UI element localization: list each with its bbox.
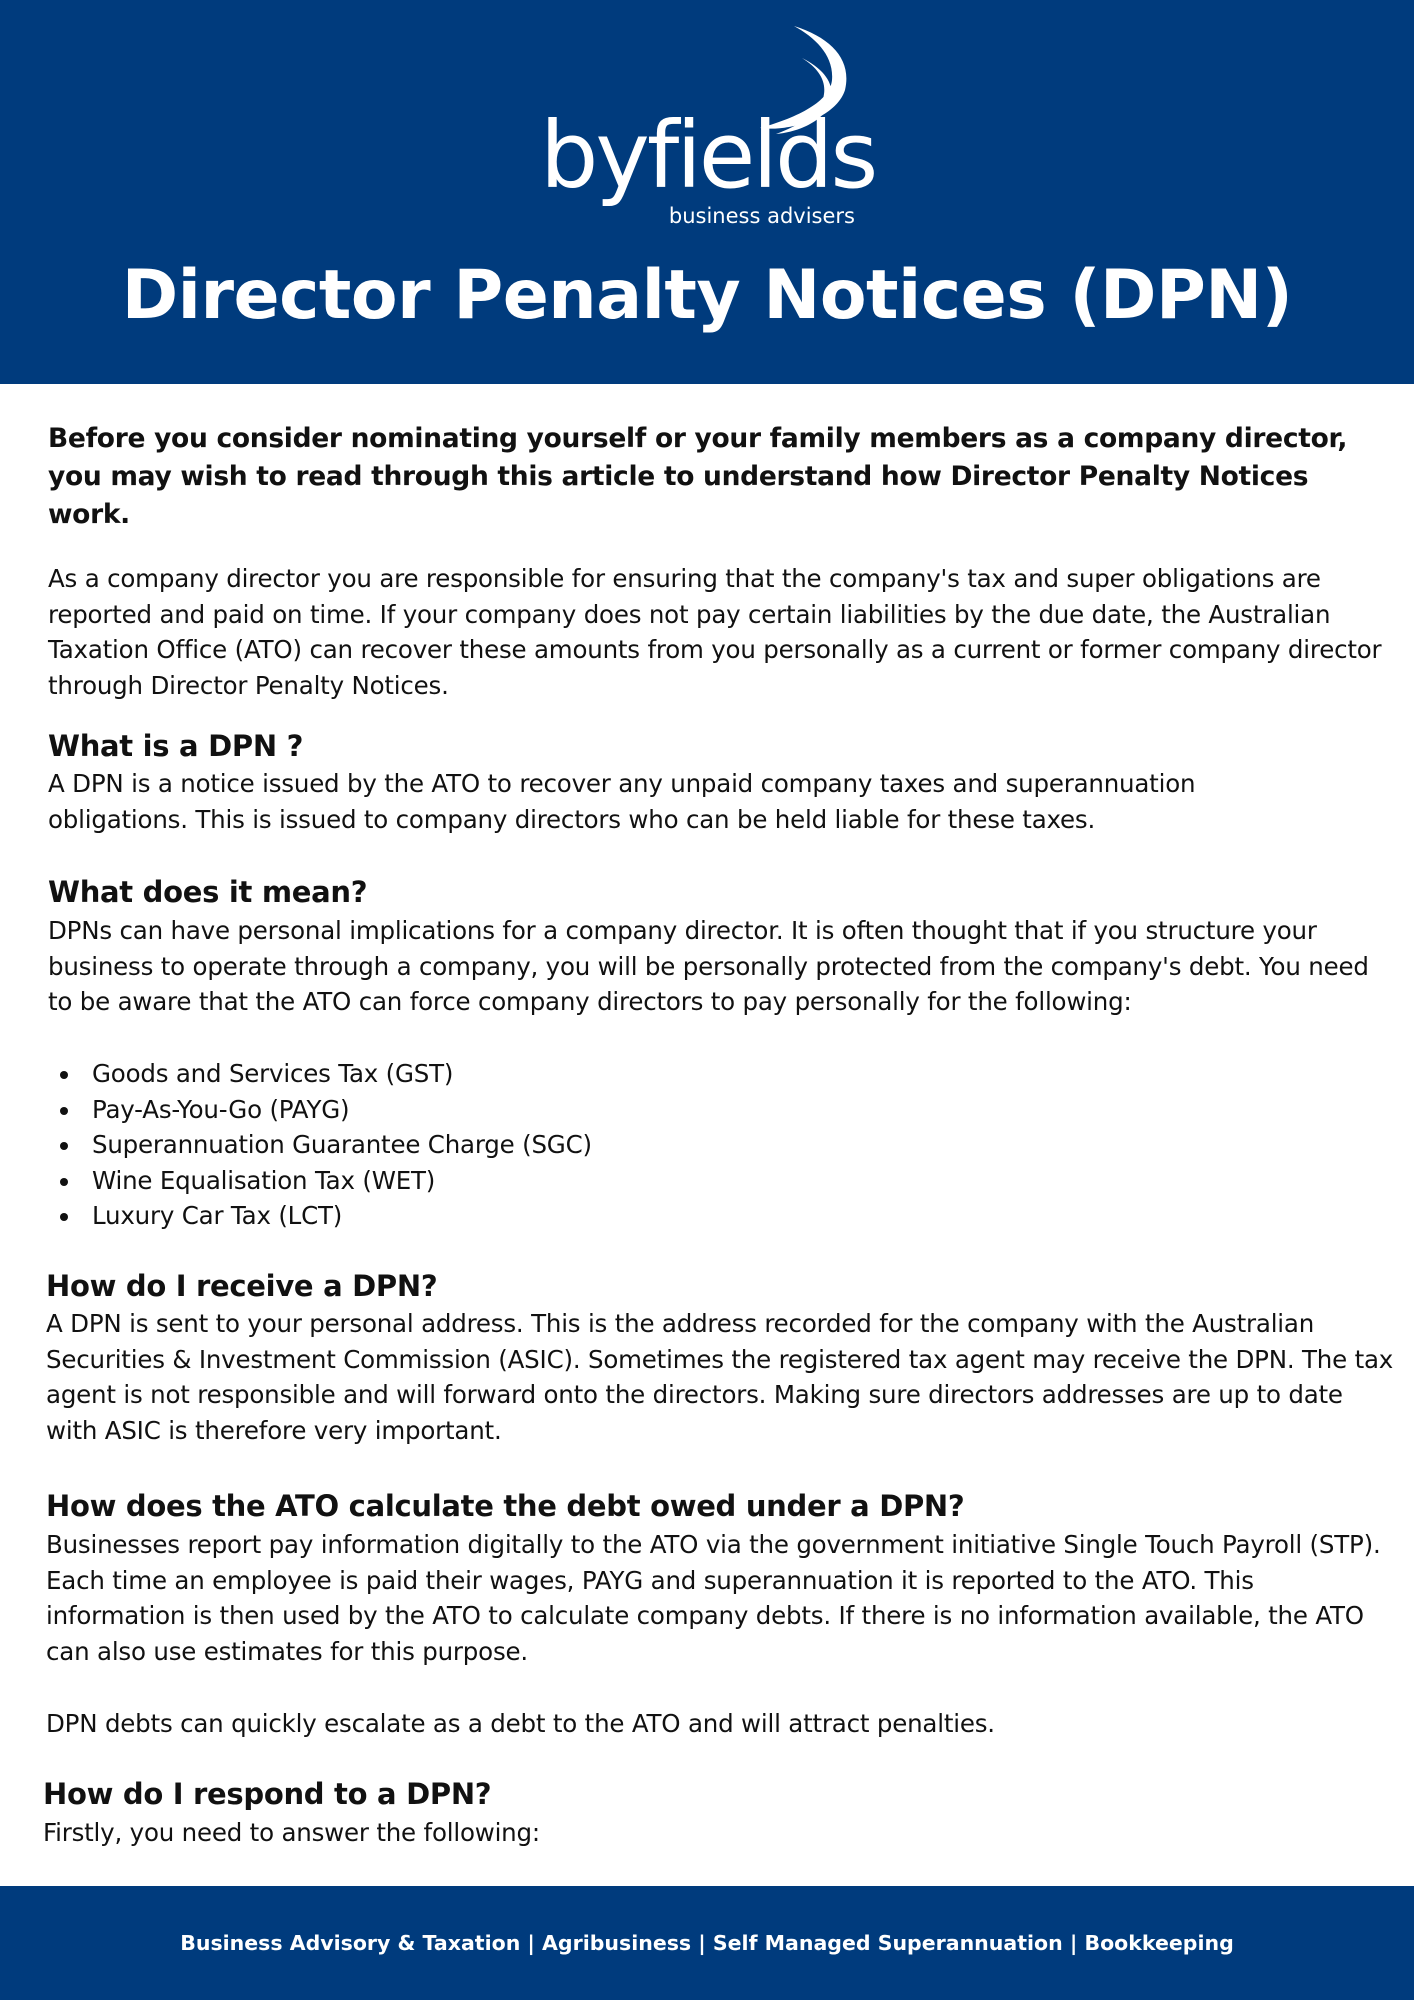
intro-paragraph: As a company director you are responsible for ensuring that the company's tax and super obligations are reported and paid on time. If your company does not pay certain liabilities by the due date, the Australian Taxation Office (ATO) can recover these amounts from you personally as a current or former company director through Director Penalty Notices.: [48, 564, 1382, 700]
byfields-logo: [540, 20, 876, 235]
heading-how-respond: How do I respond to a DPN?: [43, 1777, 492, 1811]
how-calculate-paragraph: Businesses report pay information digitally to the ATO via the government initiative Single Touch Payroll (STP). Each time an employee is paid their wages, PAYG and superannuation it is reported to the ATO. This information is then used by the ATO to calculate company debts. If there is no information available, the ATO can also use estimates for this purpose.: [46, 1530, 1381, 1666]
how-receive-paragraph: A DPN is sent to your personal address. This is the address recorded for the company with the Australian Securities & Investment Commission (ASIC). Sometimes the registered tax agent may receive the DPN. The tax agent is not responsible and will forward onto the directors. Making sure directors addresses are up to date with ASIC is therefore very important.: [46, 1309, 1394, 1445]
heading-what-does-it-mean: What does it mean?: [48, 875, 368, 909]
tax-list: [48, 1056, 948, 1234]
logo-tagline: business advisers: [668, 204, 855, 228]
list-item: Goods and Services Tax (GST): [48, 1056, 948, 1092]
heading-what-is-dpn: What is a DPN ?: [48, 729, 304, 763]
page-title: Director Penalty Notices (DPN): [121, 256, 1293, 335]
how-respond-paragraph: Firstly, you need to answer the following:: [43, 1818, 540, 1847]
list-item: Luxury Car Tax (LCT): [48, 1198, 948, 1234]
page-footer: [0, 1886, 1414, 2000]
heading-how-calculate: How does the ATO calculate the debt owed under a DPN?: [46, 1489, 965, 1523]
list-item: Pay-As-You-Go (PAYG): [48, 1092, 948, 1128]
dpn-debts-paragraph: DPN debts can quickly escalate as a debt to the ATO and will attract penalties.: [46, 1709, 995, 1738]
intro-lead: Before you consider nominating yourself or your family members as a company director, you may wish to read through this article to understand how Director Penalty Notices work.: [48, 423, 1348, 530]
logo-wordmark: byfields: [540, 102, 876, 209]
page-header: [0, 0, 1414, 384]
list-item: Wine Equalisation Tax (WET): [48, 1163, 948, 1199]
what-is-dpn-paragraph: A DPN is a notice issued by the ATO to recover any unpaid company taxes and superannuation obligations. This is issued to company directors who can be held liable for these taxes.: [48, 769, 1196, 834]
what-does-it-mean-paragraph: DPNs can have personal implications for a company director. It is often thought that if you structure your business to operate through a company, you will be personally protected from the company's debt. You need to be aware that the ATO can force company directors to pay personally for the following:: [48, 916, 1369, 1016]
footer-services: Business Advisory & Taxation | Agribusiness | Self Managed Superannuation | Bookkeeping: [180, 1931, 1234, 1955]
list-item: Superannuation Guarantee Charge (SGC): [48, 1127, 948, 1163]
heading-how-receive: How do I receive a DPN?: [46, 1269, 438, 1303]
